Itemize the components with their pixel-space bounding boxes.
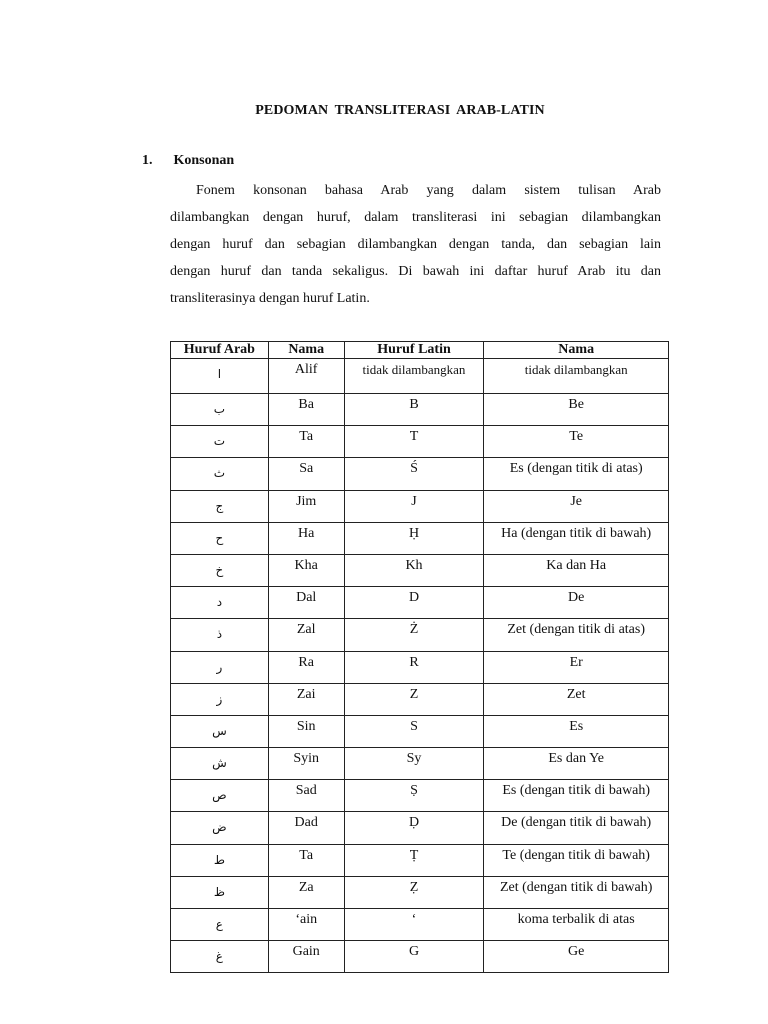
cell-huruf-arab: ح bbox=[171, 522, 269, 554]
cell-nama: Dad bbox=[268, 812, 344, 844]
cell-huruf-latin: Z bbox=[344, 683, 484, 715]
table-row bbox=[171, 587, 669, 619]
cell-nama: Syin bbox=[268, 748, 344, 780]
cell-keterangan: Je bbox=[484, 490, 669, 522]
cell-keterangan: Te (dengan titik di bawah) bbox=[484, 844, 669, 876]
table-body bbox=[171, 359, 669, 973]
table-row bbox=[171, 458, 669, 490]
table-row bbox=[171, 748, 669, 780]
section-number: 1. bbox=[142, 153, 153, 168]
cell-nama: Gain bbox=[268, 941, 344, 973]
cell-keterangan: Er bbox=[484, 651, 669, 683]
table-row bbox=[171, 844, 669, 876]
paragraph-line: dilambangkan dengan huruf, dalam transliterasi ini sebagian dilambangkan bbox=[170, 210, 661, 225]
cell-huruf-arab: ا bbox=[171, 359, 269, 394]
table-row bbox=[171, 394, 669, 426]
cell-keterangan: Es (dengan titik di atas) bbox=[484, 458, 669, 490]
table-row bbox=[171, 683, 669, 715]
cell-keterangan: Zet (dengan titik di atas) bbox=[484, 619, 669, 651]
paragraph-line: transliterasinya dengan huruf Latin. bbox=[170, 291, 370, 306]
cell-nama: Ba bbox=[268, 394, 344, 426]
cell-nama: Zai bbox=[268, 683, 344, 715]
table-row bbox=[171, 715, 669, 747]
transliteration-table bbox=[170, 341, 669, 973]
cell-keterangan: Ha (dengan titik di bawah) bbox=[484, 522, 669, 554]
table-row bbox=[171, 876, 669, 908]
cell-huruf-arab: ظ bbox=[171, 876, 269, 908]
cell-keterangan: tidak dilambangkan bbox=[484, 359, 669, 394]
cell-huruf-latin: Sy bbox=[344, 748, 484, 780]
cell-keterangan: Zet bbox=[484, 683, 669, 715]
section-heading bbox=[142, 153, 234, 169]
cell-keterangan: De (dengan titik di bawah) bbox=[484, 812, 669, 844]
page-title: PEDOMAN TRANSLITERASI ARAB-LATIN bbox=[255, 103, 545, 118]
cell-huruf-arab: ث bbox=[171, 458, 269, 490]
intro-paragraph bbox=[170, 177, 661, 312]
cell-keterangan: Zet (dengan titik di bawah) bbox=[484, 876, 669, 908]
cell-huruf-latin: Kh bbox=[344, 554, 484, 586]
cell-huruf-latin: G bbox=[344, 941, 484, 973]
cell-huruf-latin: Ẓ bbox=[344, 876, 484, 908]
cell-nama: Ra bbox=[268, 651, 344, 683]
cell-huruf-latin: Ḥ bbox=[344, 522, 484, 554]
table-header-row bbox=[171, 342, 669, 359]
table-row bbox=[171, 522, 669, 554]
cell-nama: Ta bbox=[268, 426, 344, 458]
cell-huruf-arab: ذ bbox=[171, 619, 269, 651]
cell-keterangan: Es dan Ye bbox=[484, 748, 669, 780]
cell-huruf-latin: Ś bbox=[344, 458, 484, 490]
cell-huruf-latin: R bbox=[344, 651, 484, 683]
cell-huruf-latin: tidak dilambangkan bbox=[344, 359, 484, 394]
table-row bbox=[171, 426, 669, 458]
paragraph-line: Fonem konsonan bahasa Arab yang dalam sistem tulisan Arab bbox=[196, 183, 661, 198]
cell-huruf-latin: D bbox=[344, 587, 484, 619]
header-huruf-latin: Huruf Latin bbox=[344, 342, 484, 359]
section-heading-text: Konsonan bbox=[173, 153, 235, 168]
cell-nama: Jim bbox=[268, 490, 344, 522]
cell-huruf-latin: Ṭ bbox=[344, 844, 484, 876]
cell-huruf-arab: ط bbox=[171, 844, 269, 876]
cell-huruf-arab: ت bbox=[171, 426, 269, 458]
table-row bbox=[171, 780, 669, 812]
cell-huruf-arab: د bbox=[171, 587, 269, 619]
cell-huruf-arab: ر bbox=[171, 651, 269, 683]
cell-nama: Zal bbox=[268, 619, 344, 651]
cell-keterangan: Es bbox=[484, 715, 669, 747]
cell-nama: Ha bbox=[268, 522, 344, 554]
header-nama-latin: Nama bbox=[484, 342, 669, 359]
cell-huruf-arab: ع bbox=[171, 909, 269, 941]
cell-huruf-arab: غ bbox=[171, 941, 269, 973]
cell-nama: Ta bbox=[268, 844, 344, 876]
cell-huruf-arab: س bbox=[171, 715, 269, 747]
cell-huruf-latin: T bbox=[344, 426, 484, 458]
header-nama: Nama bbox=[268, 342, 344, 359]
cell-keterangan: Ge bbox=[484, 941, 669, 973]
cell-huruf-latin: ‘ bbox=[344, 909, 484, 941]
cell-keterangan: Es (dengan titik di bawah) bbox=[484, 780, 669, 812]
cell-nama: Alif bbox=[268, 359, 344, 394]
cell-nama: Sa bbox=[268, 458, 344, 490]
cell-huruf-latin: J bbox=[344, 490, 484, 522]
cell-nama: Kha bbox=[268, 554, 344, 586]
cell-keterangan: koma terbalik di atas bbox=[484, 909, 669, 941]
cell-huruf-arab: ز bbox=[171, 683, 269, 715]
table-row bbox=[171, 812, 669, 844]
cell-huruf-latin: Ṣ bbox=[344, 780, 484, 812]
table-row bbox=[171, 909, 669, 941]
table-row bbox=[171, 359, 669, 394]
cell-nama: ‘ain bbox=[268, 909, 344, 941]
cell-huruf-arab: ب bbox=[171, 394, 269, 426]
paragraph-line: dengan huruf dan sebagian dilambangkan dengan tanda, dan sebagian lain bbox=[170, 237, 661, 252]
cell-huruf-latin: Ż bbox=[344, 619, 484, 651]
cell-huruf-latin: B bbox=[344, 394, 484, 426]
cell-nama: Za bbox=[268, 876, 344, 908]
paragraph-line: dengan huruf dan tanda sekaligus. Di bawah ini daftar huruf Arab itu dan bbox=[170, 264, 661, 279]
cell-keterangan: Be bbox=[484, 394, 669, 426]
cell-nama: Sad bbox=[268, 780, 344, 812]
header-huruf-arab: Huruf Arab bbox=[171, 342, 269, 359]
cell-keterangan: Ka dan Ha bbox=[484, 554, 669, 586]
cell-nama: Dal bbox=[268, 587, 344, 619]
cell-huruf-latin: Ḍ bbox=[344, 812, 484, 844]
cell-keterangan: Te bbox=[484, 426, 669, 458]
cell-huruf-arab: ض bbox=[171, 812, 269, 844]
table-row bbox=[171, 490, 669, 522]
cell-huruf-arab: ص bbox=[171, 780, 269, 812]
table-row bbox=[171, 619, 669, 651]
cell-huruf-latin: S bbox=[344, 715, 484, 747]
cell-keterangan: De bbox=[484, 587, 669, 619]
cell-huruf-arab: ج bbox=[171, 490, 269, 522]
table-row bbox=[171, 554, 669, 586]
cell-huruf-arab: خ bbox=[171, 554, 269, 586]
cell-huruf-arab: ش bbox=[171, 748, 269, 780]
table-row bbox=[171, 651, 669, 683]
cell-nama: Sin bbox=[268, 715, 344, 747]
table-row bbox=[171, 941, 669, 973]
